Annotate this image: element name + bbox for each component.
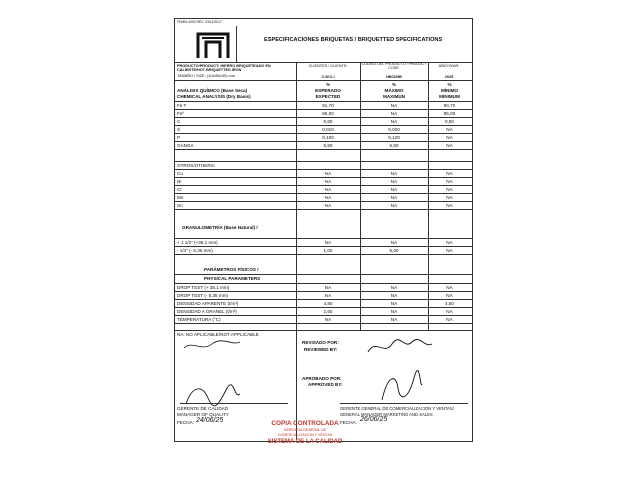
- row-expected: NA: [324, 285, 332, 290]
- row-name: Fe T: [177, 103, 187, 108]
- col-expected-es: ESPERADO: [315, 88, 341, 93]
- right-fecha: FECHA:: [340, 420, 357, 425]
- others-label: OTROS/OTHERS:: [177, 163, 216, 168]
- stamp-line1: COPIA CONTROLADA: [271, 420, 339, 427]
- col-expected-unit: %: [325, 82, 331, 87]
- product-label: PRODUCTO/PRODUCT: HIERRO BRIQUETEADO EN CALIENTE/HOT BRIQUETTED IRON: [177, 64, 271, 73]
- row-max: 5,00: [389, 248, 399, 253]
- row-name: Mo: [177, 195, 184, 200]
- row-name: DROP TEST (+ 38,1 mm): [177, 285, 230, 290]
- row-max: NA: [390, 179, 398, 184]
- size-label: TAMAÑO / SIZE: (110x50x30) mm: [177, 74, 235, 78]
- row-name: Cr: [177, 187, 182, 192]
- row-max: NA: [390, 240, 398, 245]
- controlled-copy-stamp: [260, 418, 350, 456]
- logo-icon: [196, 30, 230, 60]
- row-expected: 0,010: [322, 127, 334, 132]
- row-max: NA: [390, 203, 398, 208]
- row-min: NA: [446, 171, 453, 176]
- product-code-value: HBCI/HB: [386, 75, 402, 79]
- phys-heading-es: PARÁMETROS FÍSICOS /: [204, 267, 259, 272]
- right-role-en: GENERAL MANAGER MARKETING AND SALES: [340, 412, 433, 417]
- clients-label: CLIENTES / CLIENTS:: [308, 64, 348, 68]
- row-max: NA: [390, 309, 398, 314]
- doc-title: ESPECIFICACIONES BRIQUETAS / BRIQUETTED SPECIFICATIONS: [264, 37, 443, 43]
- row-name: DENSIDAD A GRANEL (t/m³): [177, 309, 237, 314]
- reviewed-label-es: REVISADO POR:: [302, 340, 339, 345]
- row-name: Cu: [177, 171, 183, 176]
- row-min: NA: [446, 203, 453, 208]
- na-note: NA: NO APLICABLE/NOT APPLICABLE: [177, 332, 259, 337]
- col-max-unit: %: [391, 82, 397, 87]
- row-max: NA: [390, 187, 398, 192]
- row-min: NA: [446, 195, 453, 200]
- row-min: NA: [446, 293, 453, 298]
- row-min: NA: [446, 240, 453, 245]
- row-max: NA: [390, 111, 398, 116]
- client-value: C.W.C.I: [321, 75, 335, 79]
- approver-signature: [374, 370, 424, 404]
- row-name: + 1 1/2" (+38,1 mm): [177, 240, 218, 245]
- right-date: 26/06/25: [360, 416, 388, 423]
- row-expected: NA: [324, 240, 332, 245]
- row-expected: 4,80: [323, 301, 333, 306]
- row-max: NA: [390, 317, 398, 322]
- stamp-line2: GERENCIA GENERAL DE: [283, 428, 327, 432]
- row-name: Sn: [177, 203, 183, 208]
- left-role-en: MANAGER OF QUALITY: [177, 412, 229, 417]
- col-max-es: MÁXIMO: [384, 88, 404, 93]
- company-logo: [196, 30, 230, 60]
- chem-heading-es: ANÁLISIS QUÍMICO (Base Seca): [177, 88, 248, 93]
- row-expected: 91,70: [322, 103, 334, 108]
- col-min-en: MINIMUM: [439, 94, 460, 99]
- stamp-line4: SISTEMA DE LA CALIDAD: [267, 439, 343, 445]
- left-role-es: GERENTE DE CALIDAD: [177, 406, 229, 411]
- row-min: 0,50: [445, 119, 454, 124]
- row-expected: NA: [324, 187, 332, 192]
- row-name: Feº: [177, 111, 185, 116]
- row-name: C: [177, 119, 181, 124]
- handwritten-mark-left: [182, 336, 242, 356]
- row-expected: 0,60: [323, 119, 333, 124]
- row-max: NA: [390, 293, 398, 298]
- row-min: NA: [446, 309, 453, 314]
- right-role-es: GERENTE GENERAL DE COMERCIALIZACIÓN Y VENTAS/: [340, 406, 454, 411]
- year-label: AÑO/YEAR:: [438, 64, 460, 68]
- reviewer-signature: [364, 336, 434, 358]
- row-expected: 1,00: [323, 248, 333, 253]
- approved-label-es: APROBADO POR:: [302, 376, 342, 381]
- row-max: NA: [390, 195, 398, 200]
- col-expected-en: EXPECTED: [315, 94, 341, 99]
- row-min: 4,50: [445, 301, 454, 306]
- form-code: FEMM-4003 REV. 03/11/2017: [177, 20, 222, 24]
- product-code-label: CÓDIGO DEL PRODUCTO / PRODUCT CODE:: [361, 62, 427, 70]
- row-expected: 86,00: [322, 111, 334, 116]
- row-expected: NA: [324, 317, 332, 322]
- row-expected: NA: [324, 179, 332, 184]
- year-value: 2025: [444, 75, 454, 79]
- row-min: 85,00: [443, 111, 456, 116]
- row-name: Ni: [177, 179, 182, 184]
- row-max: NA: [390, 103, 398, 108]
- row-name: P: [177, 135, 181, 140]
- reviewed-label-en: REVIEWED BY:: [304, 347, 338, 352]
- row-expected: NA: [324, 195, 332, 200]
- row-min: NA: [446, 187, 453, 192]
- row-name: GANGA: [177, 143, 194, 148]
- row-max: NA: [390, 119, 398, 124]
- row-name: DROP TEST (- 6,35 mm): [177, 293, 229, 298]
- row-name: - 1/4" (- 6,35 mm): [177, 248, 213, 253]
- row-expected: 5,50: [323, 143, 333, 148]
- approved-label-en: APPROVED BY:: [308, 382, 343, 387]
- row-expected: 0,100: [322, 135, 334, 140]
- col-min-es: MÍNIMO: [440, 88, 459, 93]
- chem-heading-en: CHEMICAL ANALYSIS (Dry Basis): [177, 94, 251, 99]
- row-min: NA: [446, 285, 453, 290]
- row-min: NA: [446, 135, 453, 140]
- row-min: NA: [446, 248, 453, 253]
- row-max: NA: [390, 285, 398, 290]
- row-min: NA: [446, 317, 453, 322]
- row-min: NA: [446, 143, 453, 148]
- phys-heading-en: PHYSICAL PARAMETERS: [204, 276, 261, 281]
- row-name: S: [177, 127, 181, 132]
- gran-heading: GRANULOMETRÍA (Base Natural) /: [182, 225, 258, 230]
- row-max: 0,020: [388, 127, 400, 132]
- row-max: 6,50: [389, 143, 399, 148]
- row-name: TEMPERATURA (°C): [177, 317, 221, 322]
- row-name: DENSIDAD APARENTE (t/m³): [177, 301, 239, 306]
- row-max: 0,120: [388, 135, 400, 140]
- row-expected: NA: [324, 293, 332, 298]
- row-expected: 2,60: [323, 309, 333, 314]
- row-expected: NA: [324, 203, 332, 208]
- row-max: NA: [390, 171, 398, 176]
- row-max: NA: [390, 301, 398, 306]
- spec-sheet: [174, 18, 472, 460]
- col-max-en: MAXIMUN: [383, 94, 405, 99]
- row-min: NA: [446, 179, 453, 184]
- col-min-unit: %: [447, 82, 452, 87]
- left-date: 24/06/25: [196, 417, 224, 424]
- row-expected: NA: [324, 171, 332, 176]
- left-fecha: FECHA:: [177, 420, 194, 425]
- stamp-line3: COMERCIALIZACIÓN Y VENTAS: [277, 433, 333, 437]
- row-min: 90,70: [443, 103, 456, 108]
- row-min: NA: [446, 127, 453, 132]
